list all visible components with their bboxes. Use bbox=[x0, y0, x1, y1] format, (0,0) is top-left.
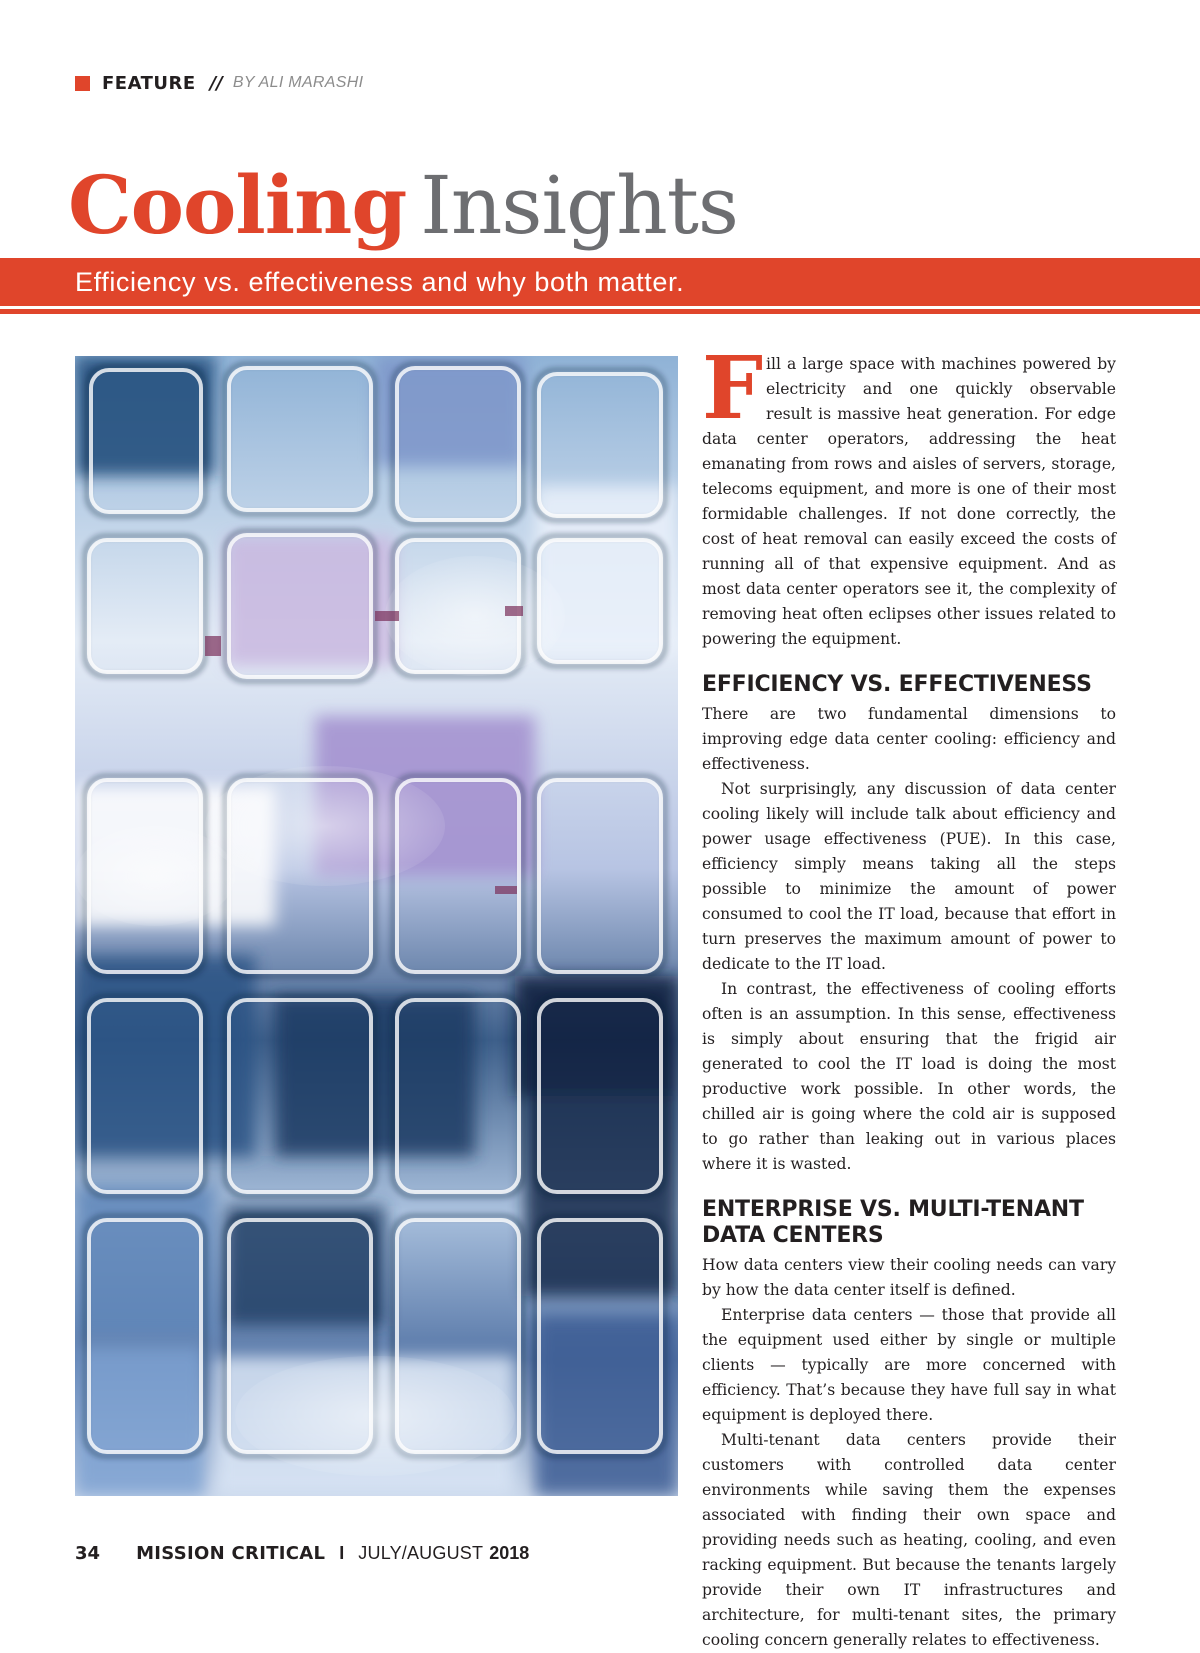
byline: BY ALI MARASHI bbox=[232, 74, 364, 91]
page-footer bbox=[75, 1541, 529, 1565]
glass-blocks-illustration bbox=[75, 356, 678, 1496]
paragraph: In contrast, the effectiveness of cooling efforts often is an assumption. In this sense, effectiveness is simply about ensuring that the frigid air generated to cool the IT load is doing the most productive work possible. In other words, the chilled air is going where the cold air is supposed to go rather than leaking out in various places where it is wasted. bbox=[702, 980, 1116, 1173]
issue-month: JULY/AUGUST bbox=[358, 1542, 484, 1563]
section-kicker bbox=[75, 72, 363, 94]
paragraph: Enterprise data centers — those that provide all the equipment used either by single or multiple clients — typically are more concerned with efficiency. That’s because they have full say in what equipment is deployed there. bbox=[702, 1306, 1116, 1424]
intro-paragraph bbox=[702, 338, 1116, 652]
page-number: 34 bbox=[75, 1542, 101, 1564]
article-title bbox=[68, 155, 738, 255]
abstract-glass-blocks-image bbox=[75, 356, 678, 1496]
paragraph: There are two fundamental dimensions to improving edge data center cooling: efficiency and effectiveness. bbox=[702, 705, 1116, 773]
section-square-icon bbox=[75, 76, 90, 91]
paragraph: Multi-tenant data centers provide their customers with controlled data center environments while saving them the expenses associated with finding their own space and providing needs such as heating, cooling, and even racking equipment. But because the tenants largely provide their own IT infrastructures and architecture, for multi-tenant sites, the primary cooling concern generally relates to effectiveness. bbox=[702, 1431, 1116, 1649]
magazine-name: MISSION CRITICAL bbox=[136, 1542, 326, 1564]
subtitle-band bbox=[0, 258, 1200, 306]
issue-year: 2018 bbox=[489, 1542, 530, 1563]
drop-cap: F bbox=[702, 338, 764, 439]
article-subtitle: Efficiency vs. effectiveness and why both matter. bbox=[75, 267, 685, 297]
paragraph: How data centers view their cooling needs can vary by how the data center itself is defined. bbox=[702, 1256, 1116, 1299]
title-part-2: Insights bbox=[420, 159, 738, 252]
section-label: FEATURE bbox=[102, 72, 196, 94]
intro-text: ill a large space with machines powered by electricity and one quickly observable result is massive heat generation. For edge data center operators, addressing the heat emanating from rows and aisles of servers, storage, telecoms equipment, and more is one of their most formidable challenges. If not done correctly, the cost of heat removal can easily exceed the costs of running all of that expensive equipment. And as most data center operators see it, the complexity of removing heat often eclipses other issues related to powering the equipment. bbox=[702, 355, 1116, 648]
band-underline bbox=[0, 309, 1200, 314]
footer-separator: I bbox=[339, 1542, 345, 1563]
paragraph: Not surprisingly, any discussion of data center cooling likely will include talk about efficiency and power usage effectiveness (PUE). In this case, efficiency simply means taking all the steps possible to minimize the amount of power consumed to cool the IT load, because that effort in turn preserves the maximum amount of power to dedicate to the IT load. bbox=[702, 780, 1116, 973]
title-part-1: Cooling bbox=[68, 158, 407, 252]
kicker-separator: // bbox=[209, 72, 223, 94]
article-body bbox=[702, 338, 1116, 1653]
section-heading-efficiency: EFFICIENCY VS. EFFECTIVENESS bbox=[702, 672, 1092, 697]
section-heading-enterprise: ENTERPRISE VS. MULTI-TENANT DATA CENTERS bbox=[702, 1197, 1084, 1248]
